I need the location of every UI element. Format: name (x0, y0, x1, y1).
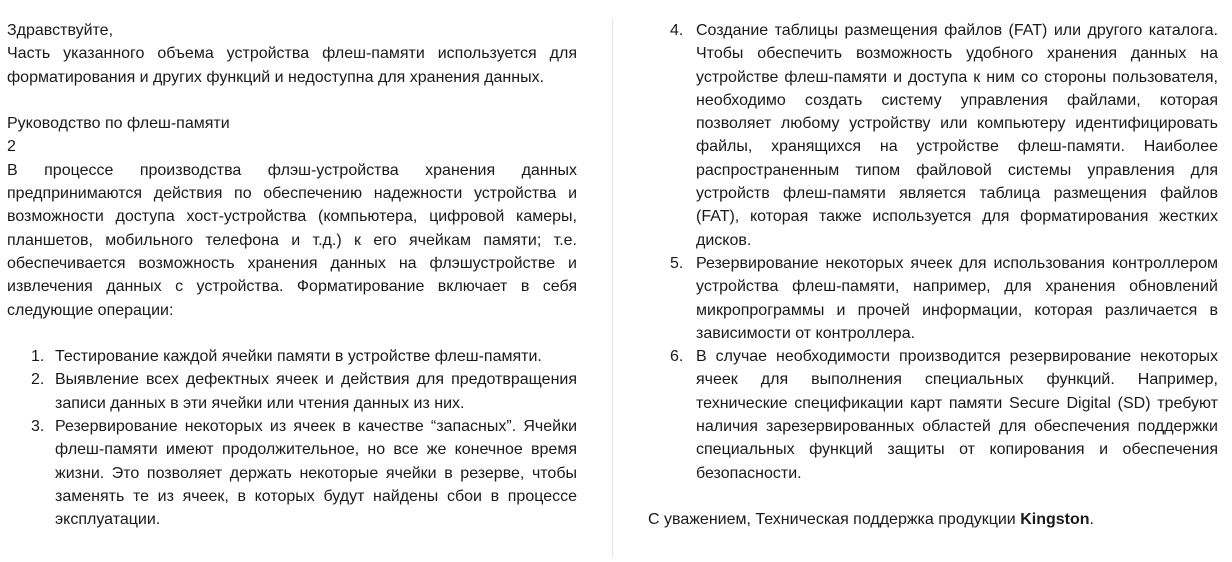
signoff (648, 508, 1218, 531)
signoff-end: . (1089, 511, 1094, 529)
right-column (648, 19, 1218, 532)
list-number: 2. (31, 371, 45, 389)
list-item (7, 368, 577, 415)
list-item-text: Тестирование каждой ячейки памяти в устройстве флеш-памяти. (55, 348, 542, 366)
list-item (648, 252, 1218, 345)
list-item (648, 19, 1218, 252)
list-item-text: Резервирование некоторых ячеек для использования контроллером устройства флеш-памяти, например, для хранения обновлений микропрограммы и прочей информации, которая различается в зависимости от контроллера. (696, 254, 1218, 342)
list-number: 1. (31, 348, 45, 366)
greeting: Здравствуйте, (7, 22, 114, 39)
body-paragraph: В процессе производства флэш-устройства хранения данных предпринимаются действия по обеспечению надежности устройства и возможности доступа хост-устройства (компьютера, цифровой камеры, планшетов, мобильного телефона и т.д.) к его ячейкам памяти; т.е. обеспечивается возможность хранения данных на флэшустройстве и извлечения данных с устройства. Форматирование включает в себя следующие операции: (7, 161, 577, 319)
list-number: 4. (670, 22, 684, 39)
column-divider (612, 18, 613, 558)
list-number: 3. (31, 418, 45, 436)
guide-number: 2 (7, 138, 16, 156)
brand-name: Kingston (1020, 511, 1090, 529)
list-item-text: В случае необходимости производится резервирование некоторых ячеек для выполнения специальных функций. Например, технические спецификации карт памяти Secure Digital (SD) требуют наличия зарезервированных областей для обеспечения поддержки специальных функций защиты от копирования и обеспечения безопасности. (696, 348, 1218, 482)
spacer (7, 89, 577, 112)
intro-paragraph: Часть указанного объема устройства флеш-памяти используется для форматирования и других функций и недоступна для хранения данных. (7, 45, 577, 86)
list-item (648, 345, 1218, 485)
signoff-text: С уважением, Техническая поддержка продукции (648, 511, 1016, 529)
list-item (7, 345, 577, 368)
list-item-text: Резервирование некоторых из ячеек в качестве “запасных”. Ячейки флеш-памяти имеют продолжительное, но все же конечное время жизни. Это позволяет держать некоторые ячейки в резерве, чтобы заменять те из ячеек, в которых будут найдены сбои в процессе эксплуатации. (55, 418, 577, 529)
left-column (7, 19, 577, 532)
guide-title: Руководство по флеш-памяти (7, 115, 230, 133)
operations-list-part-2 (648, 19, 1218, 485)
operations-list-part-1 (7, 345, 577, 531)
list-item (7, 415, 577, 531)
spacer (648, 485, 1218, 508)
list-item-text: Создание таблицы размещения файлов (FAT) или другого каталога. Чтобы обеспечить возможность удобного хранения данных на устройстве флеш-памяти и доступа к ним со стороны пользователя, необходимо создать систему управления файлами, которая позволяет любому устройству или компьютеру идентифицировать файлы, хранящихся на устройстве флеш-памяти. Наиболее распространенным типом файловой системы управления для устройств флеш-памяти является таблица размещения файлов (FAT), которая также используется для форматирования жестких дисков. (696, 22, 1218, 249)
list-item-text: Выявление всех дефектных ячеек и действия для предотвращения записи данных в эти ячейки или чтения данных из них. (55, 371, 577, 412)
spacer (7, 322, 577, 345)
list-number: 6. (670, 348, 684, 366)
list-number: 5. (670, 254, 684, 272)
